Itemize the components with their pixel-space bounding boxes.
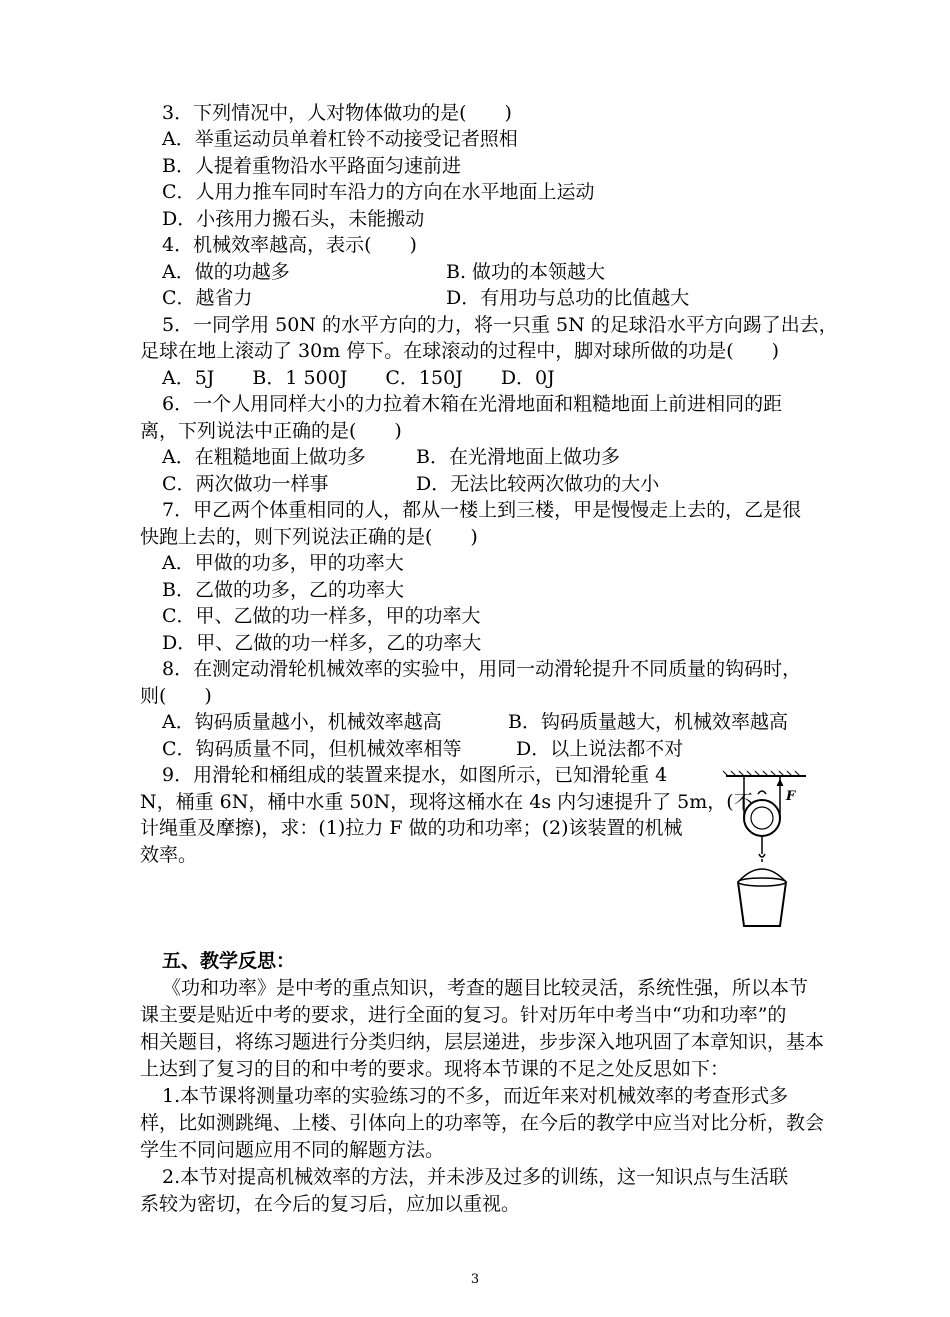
reflection-p1-line-1: 《功和功率》是中考的重点知识，考查的题目比较灵活，系统性强，所以本节 (162, 977, 809, 999)
reflection-p2-line-1: 1.本节课将测量功率的实验练习的不多，而近年来对机械效率的考查形式多 (162, 1085, 789, 1107)
pulley-bucket-figure (722, 770, 808, 932)
reflection-p1-line-2: 课主要是贴近中考的要求，进行全面的复习。针对历年中考当中“功和功率”的 (140, 1004, 787, 1026)
force-label: F (786, 789, 796, 804)
q6-line-1: 6．一个人用同样大小的力拉着木箱在光滑地面和粗糙地面上前进相同的距 (162, 393, 783, 415)
q6-option-b: B．在光滑地面上做功多 (416, 446, 620, 468)
q9-line-2: N，桶重 6N，桶中水重 50N，现将这桶水在 4s 内匀速提升了 5m，(不 (140, 791, 753, 813)
q8-option-c: C．钩码质量不同，但机械效率相等 (162, 738, 462, 760)
q9-line-1: 9．用滑轮和桶组成的装置来提水，如图所示，已知滑轮重 4 (162, 764, 668, 786)
q7-line-1: 7．甲乙两个体重相同的人，都从一楼上到三楼，甲是慢慢走上去的，乙是很 (162, 499, 802, 521)
q7-option-c: C．甲、乙做的功一样多，甲的功率大 (162, 605, 481, 627)
q7-option-b: B．乙做的功多，乙的功率大 (162, 579, 404, 601)
reflection-p3-line-1: 2.本节对提高机械效率的方法，并未涉及过多的训练，这一知识点与生活联 (162, 1166, 789, 1188)
reflection-p3-line-2: 系较为密切，在今后的复习后，应加以重视。 (140, 1193, 521, 1215)
q7-option-a: A．甲做的功多，甲的功率大 (162, 552, 404, 574)
q3-option-c: C．人用力推车同时车沿力的方向在水平地面上运动 (162, 181, 595, 203)
section-heading: 五、教学反思： (162, 950, 296, 972)
q5-line-1: 5．一同学用 50N 的水平方向的力，将一只重 5N 的足球沿水平方向踢了出去， (162, 314, 838, 336)
reflection-p2-line-3: 学生不同问题应用不同的解题方法。 (140, 1139, 445, 1161)
reflection-p1-line-3: 相关题目，将练习题进行分类归纳，层层递进，步步深入地巩固了本章知识，基本 (140, 1031, 825, 1053)
q4-option-d: D．有用功与总功的比值越大 (446, 287, 690, 309)
q7-line-2: 快跑上去的，则下列说法正确的是( ) (140, 526, 478, 548)
q4-stem: 4．机械效率越高，表示( ) (162, 234, 417, 256)
q8-option-b: B．钩码质量越大，机械效率越高 (508, 711, 788, 733)
q3-option-d: D．小孩用力搬石头，未能搬动 (162, 208, 425, 230)
q8-option-d: D．以上说法都不对 (516, 738, 684, 760)
q3-option-b: B．人提着重物沿水平路面匀速前进 (162, 155, 461, 177)
q9-line-3: 计绳重及摩擦)，求：(1)拉力 F 做的功和功率；(2)该装置的机械 (140, 817, 683, 839)
q8-line-2: 则( ) (140, 685, 212, 707)
q6-option-c: C．两次做功一样事 (162, 473, 329, 495)
q6-option-d: D．无法比较两次做功的大小 (416, 473, 660, 495)
q3-stem: 3．下列情况中，人对物体做功的是( ) (162, 102, 512, 124)
q8-option-a: A．钩码质量越小，机械效率越高 (162, 711, 442, 733)
reflection-p2-line-2: 样，比如测跳绳、上楼、引体向上的功率等，在今后的教学中应当对比分析，教会 (140, 1112, 825, 1134)
q7-option-d: D．甲、乙做的功一样多，乙的功率大 (162, 632, 482, 654)
q6-line-2: 离，下列说法中正确的是( ) (140, 420, 402, 442)
page-number: 3 (470, 1272, 480, 1287)
q4-option-a: A．做的功越多 (162, 261, 290, 283)
q9-line-4: 效率。 (140, 844, 198, 866)
q8-line-1: 8．在测定动滑轮机械效率的实验中，用同一动滑轮提升不同质量的钩码时， (162, 658, 802, 680)
q4-option-c: C．越省力 (162, 287, 253, 309)
q5-options: A．5J B．1 500J C．150J D．0J (162, 367, 555, 389)
q3-option-a: A．举重运动员单着杠铃不动接受记者照相 (162, 128, 518, 150)
q4-option-b: B. 做功的本领越大 (446, 261, 606, 283)
q6-option-a: A．在粗糙地面上做功多 (162, 446, 366, 468)
q5-line-2: 足球在地上滚动了 30m 停下。在球滚动的过程中，脚对球所做的功是( ) (140, 340, 780, 362)
reflection-p1-line-4: 上达到了复习的目的和中考的要求。现将本节课的不足之处反思如下： (140, 1058, 730, 1080)
